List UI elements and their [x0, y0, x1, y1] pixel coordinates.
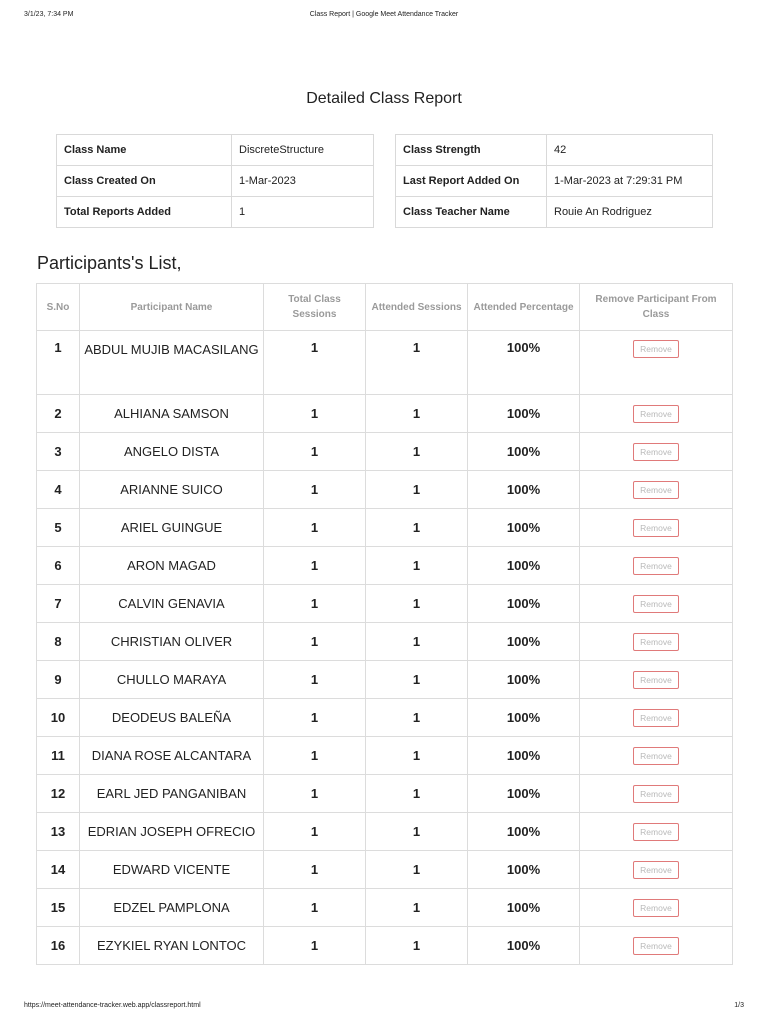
remove-participant-button[interactable]: Remove	[633, 785, 679, 803]
report-title: Detailed Class Report	[306, 90, 462, 107]
participants-table	[36, 283, 733, 965]
attended-percentage: 100%	[468, 661, 580, 699]
participant-rows	[37, 331, 733, 965]
total-class-sessions: 1	[264, 585, 366, 623]
remove-participant-button[interactable]: Remove	[633, 747, 679, 765]
attended-sessions: 1	[366, 623, 468, 661]
participant-sno: 7	[37, 585, 80, 623]
remove-cell	[580, 889, 733, 927]
column-header-attended-sessions: Attended Sessions	[366, 284, 468, 331]
print-footer	[0, 1002, 768, 1014]
participant-name: CHRISTIAN OLIVER	[80, 623, 264, 661]
attended-sessions: 1	[366, 395, 468, 433]
table-row	[37, 623, 733, 661]
participant-sno: 4	[37, 471, 80, 509]
participant-name: ALHIANA SAMSON	[80, 395, 264, 433]
participant-name: EDWARD VICENTE	[80, 851, 264, 889]
info-row	[57, 197, 374, 228]
table-row	[37, 927, 733, 965]
table-row	[37, 699, 733, 737]
table-row	[37, 433, 733, 471]
table-row	[37, 851, 733, 889]
info-label: Class Name	[57, 135, 232, 166]
participant-sno: 8	[37, 623, 80, 661]
participant-name: EZYKIEL RYAN LONTOC	[80, 927, 264, 965]
participant-name: DIANA ROSE ALCANTARA	[80, 737, 264, 775]
class-info-table-right	[395, 134, 713, 228]
total-class-sessions: 1	[264, 471, 366, 509]
class-info-table-left	[56, 134, 374, 228]
table-row	[37, 585, 733, 623]
remove-cell	[580, 851, 733, 889]
attended-percentage: 100%	[468, 433, 580, 471]
attended-sessions: 1	[366, 661, 468, 699]
remove-participant-button[interactable]: Remove	[633, 340, 679, 358]
attended-percentage: 100%	[468, 851, 580, 889]
participant-name: CALVIN GENAVIA	[80, 585, 264, 623]
total-class-sessions: 1	[264, 775, 366, 813]
attended-sessions: 1	[366, 433, 468, 471]
total-class-sessions: 1	[264, 889, 366, 927]
info-label: Class Teacher Name	[396, 197, 547, 228]
total-class-sessions: 1	[264, 509, 366, 547]
attended-percentage: 100%	[468, 331, 580, 395]
attended-percentage: 100%	[468, 889, 580, 927]
attended-percentage: 100%	[468, 775, 580, 813]
info-value: 1-Mar-2023 at 7:29:31 PM	[547, 166, 713, 197]
info-label: Class Strength	[396, 135, 547, 166]
total-class-sessions: 1	[264, 395, 366, 433]
print-date: 3/1/23, 7:34 PM	[24, 11, 74, 18]
info-value: DiscreteStructure	[232, 135, 374, 166]
info-value: 42	[547, 135, 713, 166]
page-number: 1/3	[734, 1002, 744, 1009]
info-label: Total Reports Added	[57, 197, 232, 228]
remove-cell	[580, 547, 733, 585]
remove-participant-button[interactable]: Remove	[633, 481, 679, 499]
remove-cell	[580, 585, 733, 623]
participant-sno: 2	[37, 395, 80, 433]
participant-sno: 5	[37, 509, 80, 547]
remove-participant-button[interactable]: Remove	[633, 937, 679, 955]
table-row	[37, 547, 733, 585]
attended-percentage: 100%	[468, 737, 580, 775]
attended-sessions: 1	[366, 547, 468, 585]
attended-sessions: 1	[366, 699, 468, 737]
participant-sno: 6	[37, 547, 80, 585]
total-class-sessions: 1	[264, 927, 366, 965]
table-row	[37, 737, 733, 775]
remove-participant-button[interactable]: Remove	[633, 595, 679, 613]
remove-participant-button[interactable]: Remove	[633, 633, 679, 651]
total-class-sessions: 1	[264, 547, 366, 585]
participant-name: ARON MAGAD	[80, 547, 264, 585]
remove-cell	[580, 927, 733, 965]
column-header-total-sessions: Total Class Sessions	[264, 284, 366, 331]
attended-percentage: 100%	[468, 547, 580, 585]
attended-percentage: 100%	[468, 395, 580, 433]
print-url: https://meet-attendance-tracker.web.app/classreport.html	[24, 1002, 201, 1009]
total-class-sessions: 1	[264, 661, 366, 699]
participant-name: DEODEUS BALEÑA	[80, 699, 264, 737]
participant-name: ANGELO DISTA	[80, 433, 264, 471]
info-row	[57, 166, 374, 197]
attended-percentage: 100%	[468, 471, 580, 509]
participant-sno: 9	[37, 661, 80, 699]
info-label: Class Created On	[57, 166, 232, 197]
attended-percentage: 100%	[468, 813, 580, 851]
attended-sessions: 1	[366, 737, 468, 775]
remove-cell	[580, 699, 733, 737]
table-header-row	[37, 284, 733, 331]
participant-name: ABDUL MUJIB MACASILANG	[80, 331, 264, 395]
column-header-sno: S.No	[37, 284, 80, 331]
info-row	[57, 135, 374, 166]
remove-cell	[580, 813, 733, 851]
participant-sno: 10	[37, 699, 80, 737]
total-class-sessions: 1	[264, 851, 366, 889]
info-row	[396, 166, 713, 197]
participant-sno: 13	[37, 813, 80, 851]
total-class-sessions: 1	[264, 737, 366, 775]
print-header	[0, 11, 768, 23]
remove-cell	[580, 331, 733, 395]
column-header-remove-participant: Remove Participant From Class	[580, 284, 733, 331]
attended-percentage: 100%	[468, 623, 580, 661]
participant-sno: 16	[37, 927, 80, 965]
attended-percentage: 100%	[468, 699, 580, 737]
participant-sno: 1	[37, 331, 80, 395]
info-value: Rouie An Rodriguez	[547, 197, 713, 228]
participant-sno: 14	[37, 851, 80, 889]
remove-participant-button[interactable]: Remove	[633, 861, 679, 879]
attended-sessions: 1	[366, 927, 468, 965]
participant-sno: 11	[37, 737, 80, 775]
remove-cell	[580, 775, 733, 813]
info-value: 1	[232, 197, 374, 228]
participants-list-heading: Participants's List,	[37, 253, 182, 273]
remove-cell	[580, 623, 733, 661]
total-class-sessions: 1	[264, 699, 366, 737]
participant-sno: 3	[37, 433, 80, 471]
remove-cell	[580, 433, 733, 471]
table-row	[37, 509, 733, 547]
info-label: Last Report Added On	[396, 166, 547, 197]
info-row	[396, 197, 713, 228]
attended-sessions: 1	[366, 509, 468, 547]
attended-sessions: 1	[366, 331, 468, 395]
participant-name: EDRIAN JOSEPH OFRECIO	[80, 813, 264, 851]
remove-participant-button[interactable]: Remove	[633, 557, 679, 575]
column-header-attended-percentage: Attended Percentage	[468, 284, 580, 331]
participant-name: CHULLO MARAYA	[80, 661, 264, 699]
table-row	[37, 331, 733, 395]
table-row	[37, 661, 733, 699]
participant-name: ARIEL GUINGUE	[80, 509, 264, 547]
table-row	[37, 395, 733, 433]
total-class-sessions: 1	[264, 433, 366, 471]
info-row	[396, 135, 713, 166]
participant-name: EARL JED PANGANIBAN	[80, 775, 264, 813]
remove-cell	[580, 737, 733, 775]
attended-sessions: 1	[366, 471, 468, 509]
remove-participant-button[interactable]: Remove	[633, 519, 679, 537]
remove-cell	[580, 661, 733, 699]
info-value: 1-Mar-2023	[232, 166, 374, 197]
attended-sessions: 1	[366, 585, 468, 623]
attended-percentage: 100%	[468, 927, 580, 965]
remove-participant-button[interactable]: Remove	[633, 899, 679, 917]
attended-sessions: 1	[366, 851, 468, 889]
attended-sessions: 1	[366, 813, 468, 851]
remove-cell	[580, 509, 733, 547]
attended-percentage: 100%	[468, 585, 580, 623]
remove-participant-button[interactable]: Remove	[633, 405, 679, 423]
remove-cell	[580, 471, 733, 509]
attended-sessions: 1	[366, 775, 468, 813]
attended-sessions: 1	[366, 889, 468, 927]
total-class-sessions: 1	[264, 813, 366, 851]
table-row	[37, 775, 733, 813]
remove-participant-button[interactable]: Remove	[633, 823, 679, 841]
participant-name: ARIANNE SUICO	[80, 471, 264, 509]
participant-name: EDZEL PAMPLONA	[80, 889, 264, 927]
attended-percentage: 100%	[468, 509, 580, 547]
participant-sno: 12	[37, 775, 80, 813]
column-header-participant-name: Participant Name	[80, 284, 264, 331]
print-page-title: Class Report | Google Meet Attendance Tracker	[309, 11, 459, 18]
total-class-sessions: 1	[264, 623, 366, 661]
total-class-sessions: 1	[264, 331, 366, 395]
table-row	[37, 889, 733, 927]
table-row	[37, 471, 733, 509]
remove-participant-button[interactable]: Remove	[633, 443, 679, 461]
remove-participant-button[interactable]: Remove	[633, 671, 679, 689]
table-row	[37, 813, 733, 851]
remove-cell	[580, 395, 733, 433]
remove-participant-button[interactable]: Remove	[633, 709, 679, 727]
participant-sno: 15	[37, 889, 80, 927]
